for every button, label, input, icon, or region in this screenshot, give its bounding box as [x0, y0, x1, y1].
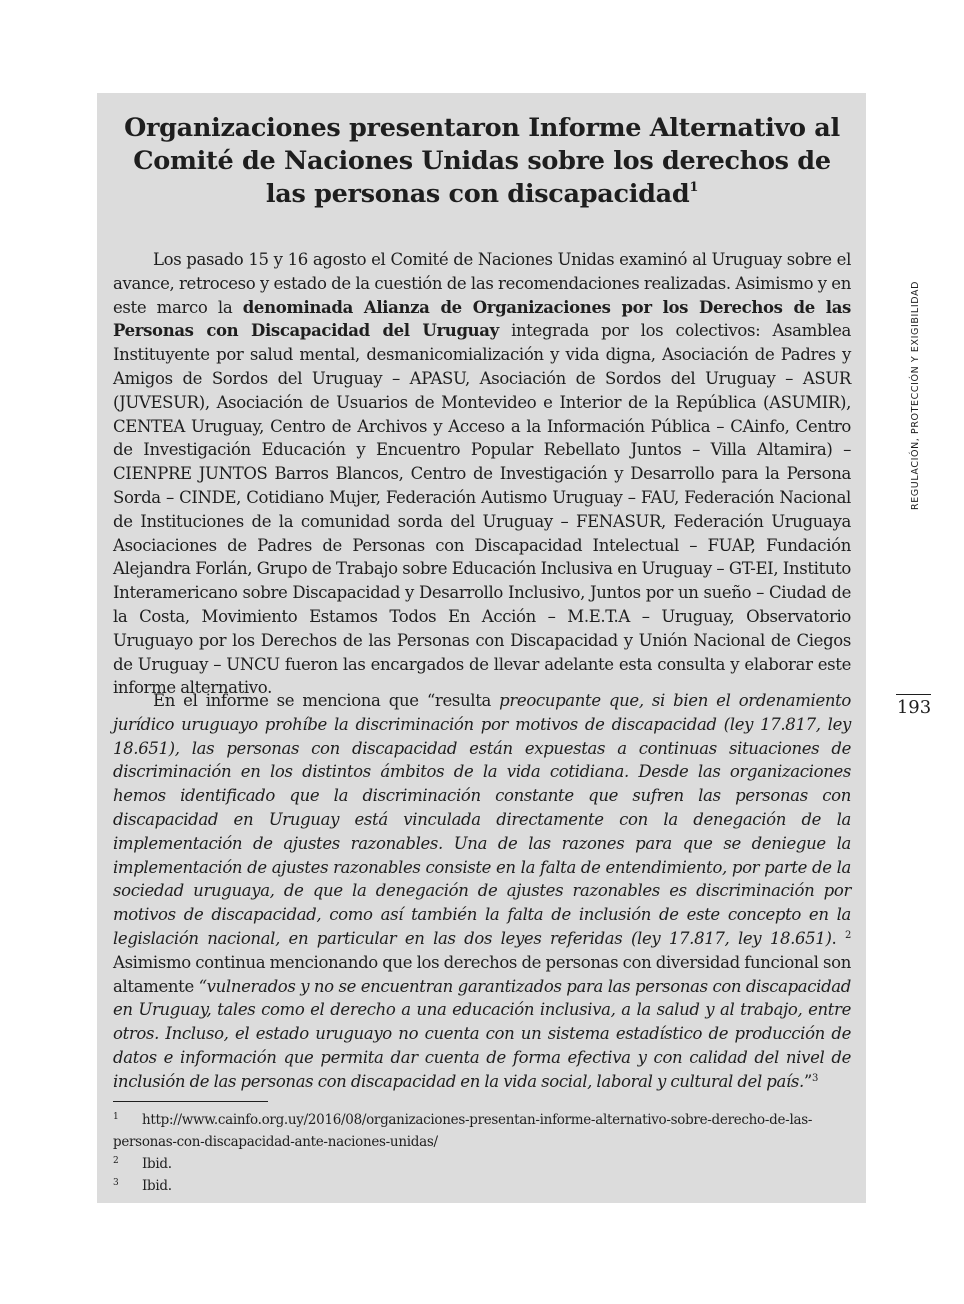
paragraph-2-middle: Asimismo continua mencionando que los derechos de personas con diversidad funcional son altamente: [113, 952, 851, 996]
article-title: [116, 112, 848, 211]
footnote-link[interactable]: http://www.cainfo.org.uy/2016/08/organizaciones-presentan-informe-alternativo-sobre-derecho-de-las-personas-con-discapacidad-ante-naciones-unidas/: [113, 1112, 813, 1150]
paragraph-2-close-quote: ”: [803, 1071, 813, 1091]
footnote-text: Ibid.: [142, 1156, 172, 1172]
paragraph-2-quote-2: “vulnerados y no se encuentran garantizados para las personas con discapacidad en Uruguay, tales como el derecho a una educación inclusiva, a la salud y al trabajo, entre otros. Incluso, el estado uruguayo no cuenta con un sistema estadístico de producción de datos e información que permita dar cuenta de forma efectiva y con calidad del nivel de inclusión de las personas con discapacidad en la vida social, laboral y cultural del país.: [113, 976, 851, 1091]
page-number-rule: [896, 694, 931, 695]
paragraph-2-quote-1: preocupante que, si bien el ordenamiento jurídico uruguayo prohíbe la discriminación por motivos de discapacidad (ley 17.817, ley 18.651), las personas con discapacidad están expuestas a continuas situaciones de discriminación en los distintos ámbitos de la vida cotidiana. Desde las organizaciones hemos identificado que la discriminación constante que sufren las personas con discapacidad en Uruguay está vinculada directamente con la denegación de la implementación de ajustes razonables. Una de las razones para que se deniegue la implementación de ajustes razonables consiste en la falta de entendimiento, por parte de la sociedad uruguaya, de que la denegación de ajustes razonables es discriminación por motivos de discapacidad, como así también la falta de inclusión de este concepto en la legislación nacional, en particular en las dos leyes referidas (ley 17.817, ley 18.651): [113, 691, 851, 948]
footnote-2: 2 Ibid.: [113, 1156, 172, 1172]
body-paragraph-2: [113, 689, 851, 1094]
paragraph-1-rest: integrada por los colectivos: Asamblea Instituyente por salud mental, desmanicomialización y vida digna, Asociación de Padres y Amigos de Sordos del Uruguay – APASU, Asociación de Sordos del Uruguay – ASUR (JUVESUR), Asociación de Usuarios de Montevideo e Interior de la República (ASUMIR), CENTEA Uruguay, Centro de Archivos y Acceso a la Información Pública – CAinfo, Centro de Investigación Educación y Encuentro Popular Rebellato Juntos – Villa Altamira) – CIENPRE JUNTOS Barros Blancos, Centro de Investigación y Desarrollo para la Persona Sorda – CINDE, Cotidiano Mujer, Federación Autismo Uruguay – FAU, Federación Nacional de Instituciones de la comunidad sorda del Uruguay – FENASUR, Federación Uruguaya Asociaciones de Padres de Personas con Discapacidad Intelectual – FUAP, Fundación Alejandra Forlán, Grupo de Trabajo sobre Educación Inclusiva en Uruguay – GT-EI, Instituto Interamericano sobre Discapacidad y Desarrollo Inclusivo, Juntos por un sueño – Ciudad de la Costa, Movimiento Estamos Todos En Acción – M.E.T.A – Uruguay, Observatorio Uruguayo por los Derechos de las Personas con Discapacidad y Unión Nacional de Ciegos de Uruguay – UNCU fueron las encargados de llevar adelante esta consulta y elaborar este informe alternativo.: [113, 321, 851, 698]
paragraph-1-intro: Los pasado 15 y 16 agosto el Comité de Naciones Unidas examinó al Uruguay sobre el avance, retroceso y estado de la cuestión de las recomendaciones realizadas. Asimismo y en este marco la: [113, 250, 851, 317]
article-title-text: Organizaciones presentaron Informe Alternativo al Comité de Naciones Unidas sobre los derechos de las personas con discapacidad: [124, 113, 840, 209]
page-number: 193: [896, 697, 932, 718]
paragraph-2-intro: En el informe se menciona que “resulta: [153, 691, 500, 710]
footnote-text: Ibid.: [142, 1178, 172, 1194]
footnote-ref-3: 3: [812, 1072, 819, 1084]
body-paragraph-1: [113, 248, 851, 700]
running-head: REGULACIÓN, PROTECCIÓN Y EXIGIBILIDAD: [910, 281, 921, 510]
footnote-1: 1 http://www.cainfo.org.uy/2016/08/organizaciones-presentan-informe-alternativo-sobre-derecho-de-las-personas-con-discapacidad-ante-naciones-unidas/: [113, 1112, 813, 1150]
footnote-ref-2: 2: [844, 929, 851, 941]
paragraph-2-after-quote: .: [831, 928, 845, 948]
footnote-ref-1: 1: [689, 180, 699, 195]
footnote-3: 3 Ibid.: [113, 1178, 172, 1194]
paragraph-1-bold-alliance: denominada Alianza de Organizaciones por los Derechos de las Personas con Discapacidad del Uruguay: [113, 297, 851, 341]
footnote-divider: [113, 1101, 268, 1102]
